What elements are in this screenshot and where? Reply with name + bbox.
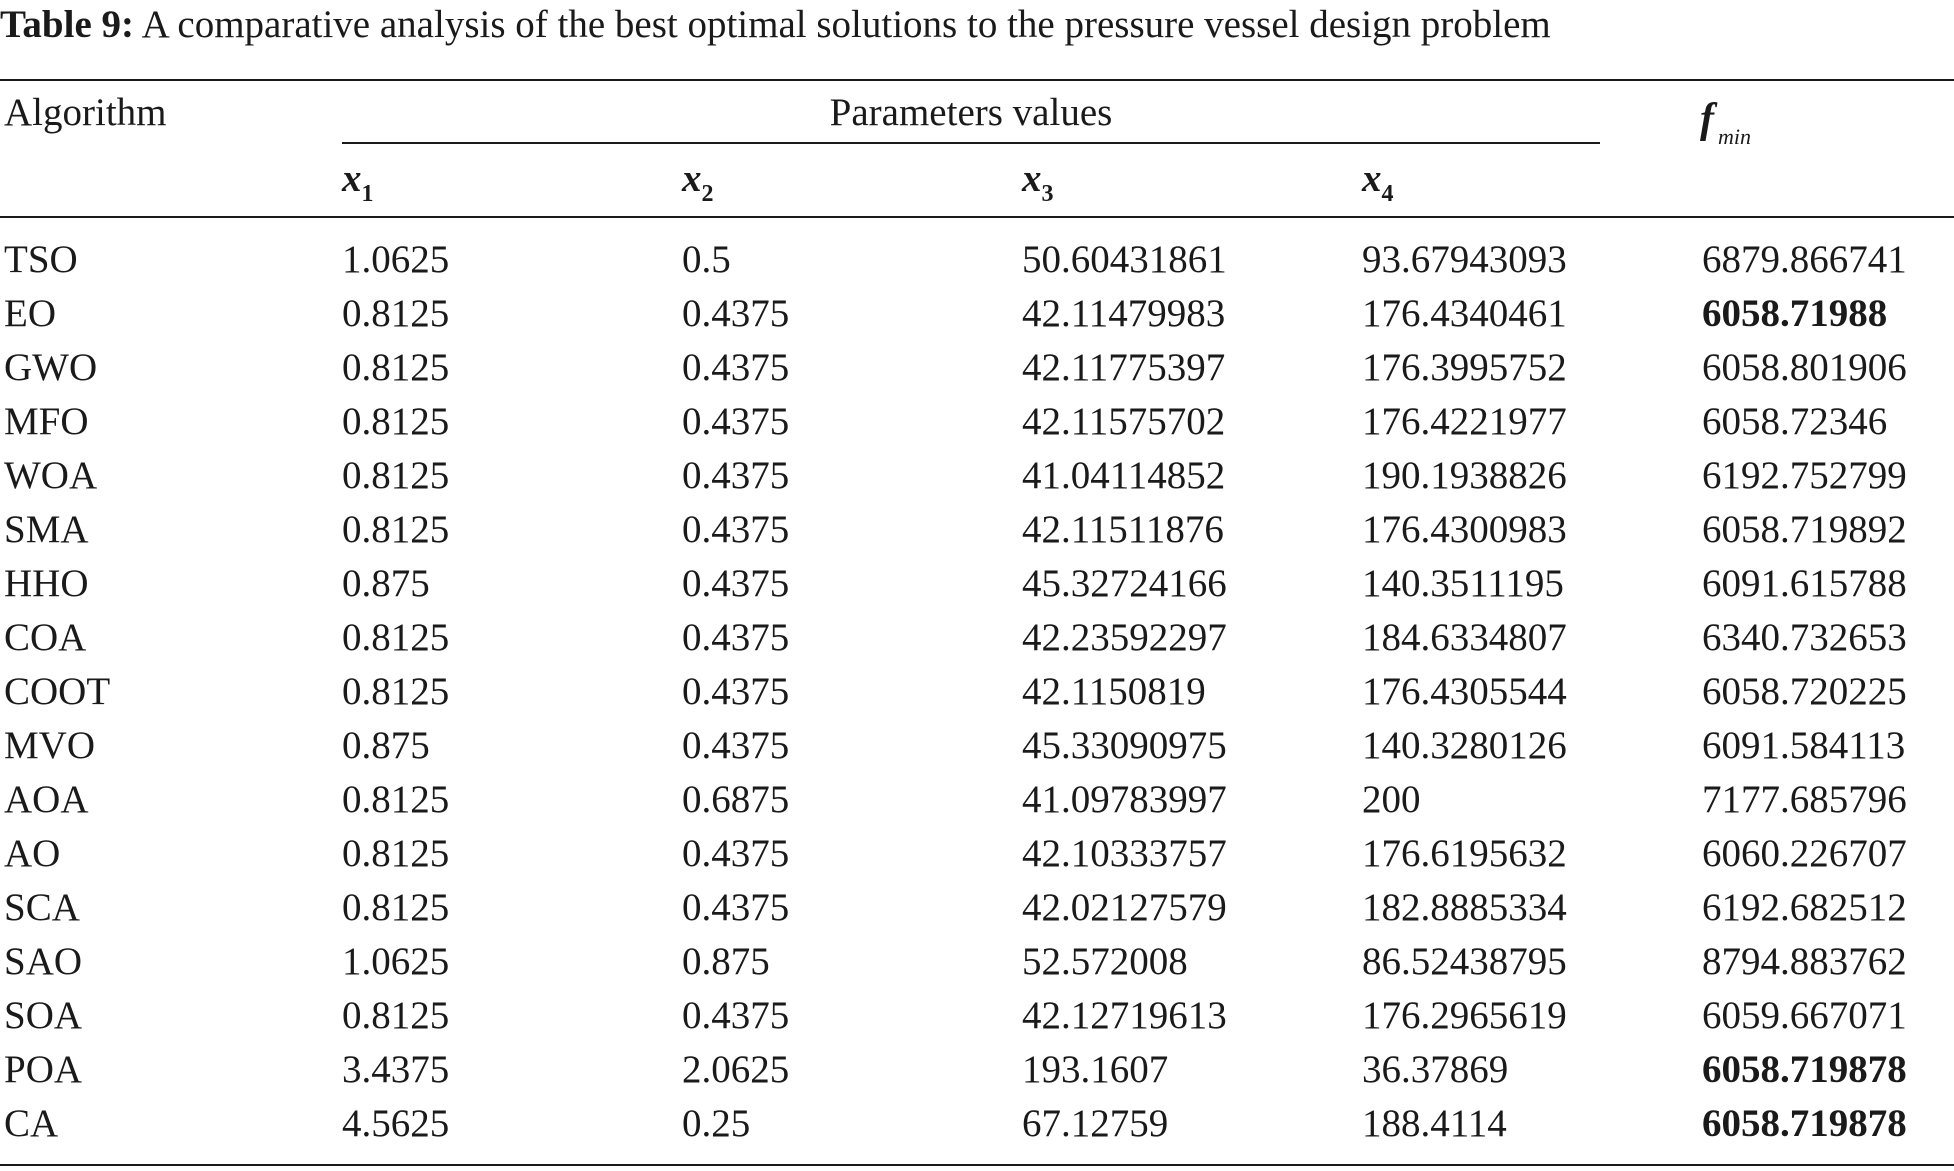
header-x3-main: x: [1022, 157, 1042, 200]
table-row: [0, 881, 1954, 935]
cell-fmin: 6192.752799: [1702, 454, 1907, 497]
table-bottom-rule: [0, 1164, 1954, 1166]
cell-x4: 176.3995752: [1362, 346, 1567, 389]
cell-x3: 45.33090975: [1022, 724, 1227, 767]
parameters-underline-rule: [342, 142, 1600, 144]
cell-fmin: 6058.719892: [1702, 508, 1907, 551]
cell-fmin: 6058.719878: [1702, 1048, 1907, 1091]
cell-algorithm: SCA: [4, 886, 80, 929]
cell-x1: 0.8125: [342, 292, 450, 335]
header-x2: [682, 152, 714, 211]
table-row: [0, 773, 1954, 827]
cell-x2: 0.6875: [682, 778, 790, 821]
table-row: [0, 341, 1954, 395]
cell-x4: 176.4221977: [1362, 400, 1567, 443]
cell-x4: 176.4340461: [1362, 292, 1567, 335]
table-row: [0, 1097, 1954, 1151]
header-bottom-rule: [0, 216, 1954, 218]
cell-algorithm: POA: [4, 1048, 83, 1091]
header-algorithm: Algorithm: [4, 91, 167, 134]
cell-algorithm: WOA: [4, 454, 98, 497]
cell-x2: 0.4375: [682, 454, 790, 497]
cell-x3: 41.04114852: [1022, 454, 1226, 497]
caption-text: A comparative analysis of the best optimal solutions to the pressure vessel design problem: [141, 3, 1551, 46]
cell-algorithm: TSO: [4, 238, 78, 281]
cell-x3: 42.11479983: [1022, 292, 1226, 335]
cell-x2: 0.4375: [682, 670, 790, 713]
cell-fmin: 6091.584113: [1702, 724, 1906, 767]
cell-fmin: 6058.719878: [1702, 1102, 1907, 1145]
cell-x3: 67.12759: [1022, 1102, 1169, 1145]
cell-x3: 42.11511876: [1022, 508, 1224, 551]
cell-fmin: 6058.72346: [1702, 400, 1888, 443]
cell-x2: 0.4375: [682, 886, 790, 929]
cell-x1: 0.875: [342, 562, 430, 605]
cell-x2: 0.4375: [682, 292, 790, 335]
cell-x4: 184.6334807: [1362, 616, 1567, 659]
header-x3-sub: 3: [1041, 181, 1054, 207]
table-row: [0, 1043, 1954, 1097]
cell-algorithm: SOA: [4, 994, 83, 1037]
cell-algorithm: AOA: [4, 778, 89, 821]
header-x4-sub: 4: [1381, 181, 1394, 207]
header-parameters-values: Parameters values: [829, 91, 1113, 134]
cell-algorithm: AO: [4, 832, 61, 875]
cell-x3: 193.1607: [1022, 1048, 1169, 1091]
cell-x1: 0.8125: [342, 346, 450, 389]
cell-fmin: 6058.801906: [1702, 346, 1907, 389]
cell-x2: 0.4375: [682, 562, 790, 605]
cell-x2: 0.4375: [682, 346, 790, 389]
table-caption: [0, 0, 1954, 56]
cell-x4: 93.67943093: [1362, 238, 1567, 281]
cell-x1: 1.0625: [342, 238, 450, 281]
cell-x1: 0.8125: [342, 832, 450, 875]
cell-algorithm: SMA: [4, 508, 89, 551]
cell-algorithm: CA: [4, 1102, 59, 1145]
cell-x2: 2.0625: [682, 1048, 790, 1091]
cell-x4: 176.4300983: [1362, 508, 1567, 551]
header-fmin-main: f: [1700, 96, 1714, 142]
caption-label: Table 9:: [0, 3, 135, 46]
table-row: [0, 989, 1954, 1043]
table-row: [0, 287, 1954, 341]
table-row: [0, 449, 1954, 503]
header-x1-main: x: [342, 157, 362, 200]
cell-x1: 0.8125: [342, 886, 450, 929]
cell-x4: 86.52438795: [1362, 940, 1567, 983]
table-row: [0, 233, 1954, 287]
cell-algorithm: HHO: [4, 562, 89, 605]
table-row: [0, 665, 1954, 719]
header-x4: [1362, 152, 1394, 211]
cell-algorithm: GWO: [4, 346, 98, 389]
header-fmin-sub: min: [1718, 124, 1751, 149]
cell-x2: 0.4375: [682, 994, 790, 1037]
cell-x1: 3.4375: [342, 1048, 450, 1091]
cell-x3: 42.1150819: [1022, 670, 1206, 713]
header-x4-main: x: [1362, 157, 1382, 200]
cell-x4: 200: [1362, 778, 1421, 821]
cell-fmin: 6340.732653: [1702, 616, 1907, 659]
cell-fmin: 6192.682512: [1702, 886, 1907, 929]
cell-algorithm: EO: [4, 292, 56, 335]
cell-x4: 188.4114: [1362, 1102, 1507, 1145]
cell-x2: 0.4375: [682, 724, 790, 767]
table-row: [0, 503, 1954, 557]
cell-x1: 0.8125: [342, 508, 450, 551]
cell-x3: 50.60431861: [1022, 238, 1227, 281]
cell-x3: 42.23592297: [1022, 616, 1227, 659]
cell-fmin: 6879.866741: [1702, 238, 1907, 281]
cell-x4: 176.4305544: [1362, 670, 1567, 713]
header-x2-sub: 2: [701, 181, 714, 207]
cell-fmin: 8794.883762: [1702, 940, 1907, 983]
cell-x3: 42.11575702: [1022, 400, 1226, 443]
cell-fmin: 6091.615788: [1702, 562, 1907, 605]
cell-x2: 0.4375: [682, 616, 790, 659]
table-row: [0, 935, 1954, 989]
cell-x1: 0.8125: [342, 994, 450, 1037]
cell-x3: 42.12719613: [1022, 994, 1227, 1037]
cell-algorithm: SAO: [4, 940, 83, 983]
cell-fmin: 6059.667071: [1702, 994, 1907, 1037]
table-top-rule: [0, 79, 1954, 81]
header-fmin: [1700, 92, 1751, 152]
cell-x1: 1.0625: [342, 940, 450, 983]
cell-x1: 4.5625: [342, 1102, 450, 1145]
cell-x1: 0.8125: [342, 454, 450, 497]
header-x3: [1022, 152, 1054, 211]
cell-x4: 36.37869: [1362, 1048, 1509, 1091]
cell-fmin: 7177.685796: [1702, 778, 1907, 821]
table-row: [0, 557, 1954, 611]
cell-x4: 176.2965619: [1362, 994, 1567, 1037]
cell-x1: 0.875: [342, 724, 430, 767]
cell-x2: 0.875: [682, 940, 770, 983]
cell-x3: 42.10333757: [1022, 832, 1227, 875]
cell-x1: 0.8125: [342, 670, 450, 713]
table-row: [0, 827, 1954, 881]
cell-x3: 42.11775397: [1022, 346, 1226, 389]
cell-x3: 42.02127579: [1022, 886, 1227, 929]
cell-x4: 182.8885334: [1362, 886, 1567, 929]
cell-x3: 45.32724166: [1022, 562, 1227, 605]
cell-algorithm: MFO: [4, 400, 89, 443]
table-row: [0, 611, 1954, 665]
cell-x1: 0.8125: [342, 400, 450, 443]
cell-algorithm: COA: [4, 616, 87, 659]
header-x2-main: x: [682, 157, 702, 200]
cell-x1: 0.8125: [342, 778, 450, 821]
cell-x2: 0.4375: [682, 400, 790, 443]
cell-fmin: 6058.71988: [1702, 292, 1888, 335]
cell-x1: 0.8125: [342, 616, 450, 659]
cell-x2: 0.4375: [682, 832, 790, 875]
cell-x4: 190.1938826: [1362, 454, 1567, 497]
cell-fmin: 6058.720225: [1702, 670, 1907, 713]
cell-x4: 140.3511195: [1362, 562, 1564, 605]
cell-x3: 52.572008: [1022, 940, 1188, 983]
table-row: [0, 719, 1954, 773]
cell-fmin: 6060.226707: [1702, 832, 1907, 875]
header-x1: [342, 152, 374, 211]
table-row: [0, 395, 1954, 449]
cell-algorithm: MVO: [4, 724, 96, 767]
cell-x2: 0.25: [682, 1102, 751, 1145]
cell-x4: 140.3280126: [1362, 724, 1567, 767]
cell-x4: 176.6195632: [1362, 832, 1567, 875]
cell-x2: 0.5: [682, 238, 731, 281]
cell-x3: 41.09783997: [1022, 778, 1227, 821]
cell-x2: 0.4375: [682, 508, 790, 551]
cell-algorithm: COOT: [4, 670, 111, 713]
header-x1-sub: 1: [361, 181, 374, 207]
